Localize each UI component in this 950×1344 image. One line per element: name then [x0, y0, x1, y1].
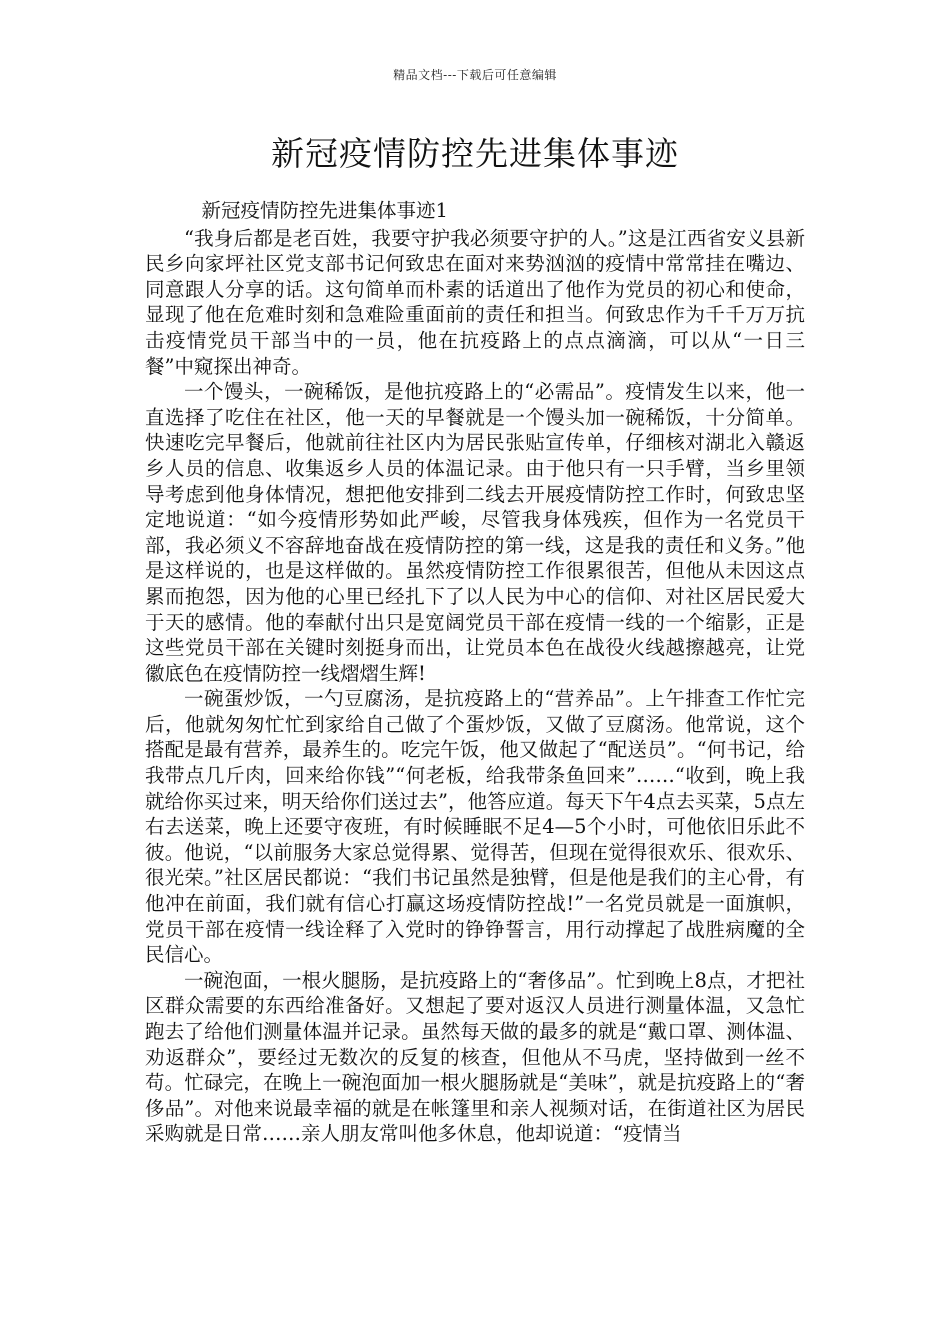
paragraph-2: 一个馒头，一碗稀饭，是他抗疫路上的“必需品”。疫情发生以来，他一直选择了吃住在社区，他一天的早餐就是一个馒头加一碗稀饭，十分简单。快速吃完早餐后，他就前往社区内为居民张贴宣传单，仔细核对湖北入赣返乡人员的信息、收集返乡人员的体温记录。由于他只有一只手臂，当乡里领导考虑到他身体情况，想把他安排到二线去开展疫情防控工作时，何致忠坚定地说道：“如今疫情形势如此严峻，尽管我身体残疾，但作为一名党员干部，我必须义不容辞地奋战在疫情防控的第一线，这是我的责任和义务。”他是这样说的，也是这样做的。虽然疫情防控工作很累很苦，但他从未因这点累而抱怨，因为他的心里已经扎下了以人民为中心的信仰、对社区居民爱大于天的感情。他的奉献付出只是宽阔党员干部在疫情一线的一个缩影，正是这些党员干部在关键时刻挺身而出，让党员本色在战役火线越擦越亮，让党徽底色在疫情防控一线熠熠生辉! [145, 380, 805, 685]
paragraph-3: 一碗蛋炒饭，一勺豆腐汤，是抗疫路上的“营养品”。上午排查工作忙完后，他就匆匆忙忙到家给自己做了个蛋炒饭，又做了豆腐汤。他常说，这个搭配是最有营养，最养生的。吃完午饭，他又做起了“配送员”。“何书记，给我带点几斤肉，回来给你钱”“何老板，给我带条鱼回来”……“收到，晚上我就给你买过来，明天给你们送过去”，他答应道。每天下午4点去买菜，5点左右去送菜，晚上还要守夜班，有时候睡眠不足4—5个小时，可他依旧乐此不彼。他说，“以前服务大家总觉得累、觉得苦，但现在觉得很欢乐、很欢乐、很光荣。”社区居民都说：“我们书记虽然是独臂，但是他是我们的主心骨，有他冲在前面，我们就有信心打赢这场疫情防控战!”一名党员就是一面旗帜，党员干部在疫情一线诠释了入党时的铮铮誓言，用行动撑起了战胜病魔的全民信心。 [145, 687, 805, 967]
section-subtitle: 新冠疫情防控先进集体事迹1 [201, 199, 448, 222]
paragraph-4: 一碗泡面，一根火腿肠，是抗疫路上的“奢侈品”。忙到晚上8点，才把社区群众需要的东西给准备好。又想起了要对返汉人员进行测量体温，又急忙跑去了给他们测量体温并记录。虽然每天做的最多的就是“戴口罩、测体温、劝返群众”，要经过无数次的反复的核查，但他从不马虎，坚持做到一丝不苟。忙碌完，在晚上一碗泡面加一根火腿肠就是“美味”，就是抗疫路上的“奢侈品”。对他来说最幸福的就是在帐篷里和亲人视频对话，在街道社区为居民采购就是日常……亲人朋友常叫他多休息，他却说道：“疫情当 [145, 968, 805, 1146]
document-title: 新冠疫情防控先进集体事迹 [271, 134, 679, 173]
document-body [145, 198, 805, 1147]
page-header: 精品文档---下载后可任意编辑 [393, 68, 557, 82]
paragraph-1: “我身后都是老百姓，我要守护我必须要守护的人。”这是江西省安义县新民乡向家坪社区党支部书记何致忠在面对来势汹汹的疫情中常常挂在嘴边、同意跟人分享的话。这句简单而朴素的话道出了他作为党员的初心和使命，显现了他在危难时刻和急难险重面前的责任和担当。何致忠作为千千万万抗击疫情党员干部当中的一员，他在抗疫路上的点点滴滴，可以从“一日三餐”中窥探出神奇。 [145, 226, 805, 378]
